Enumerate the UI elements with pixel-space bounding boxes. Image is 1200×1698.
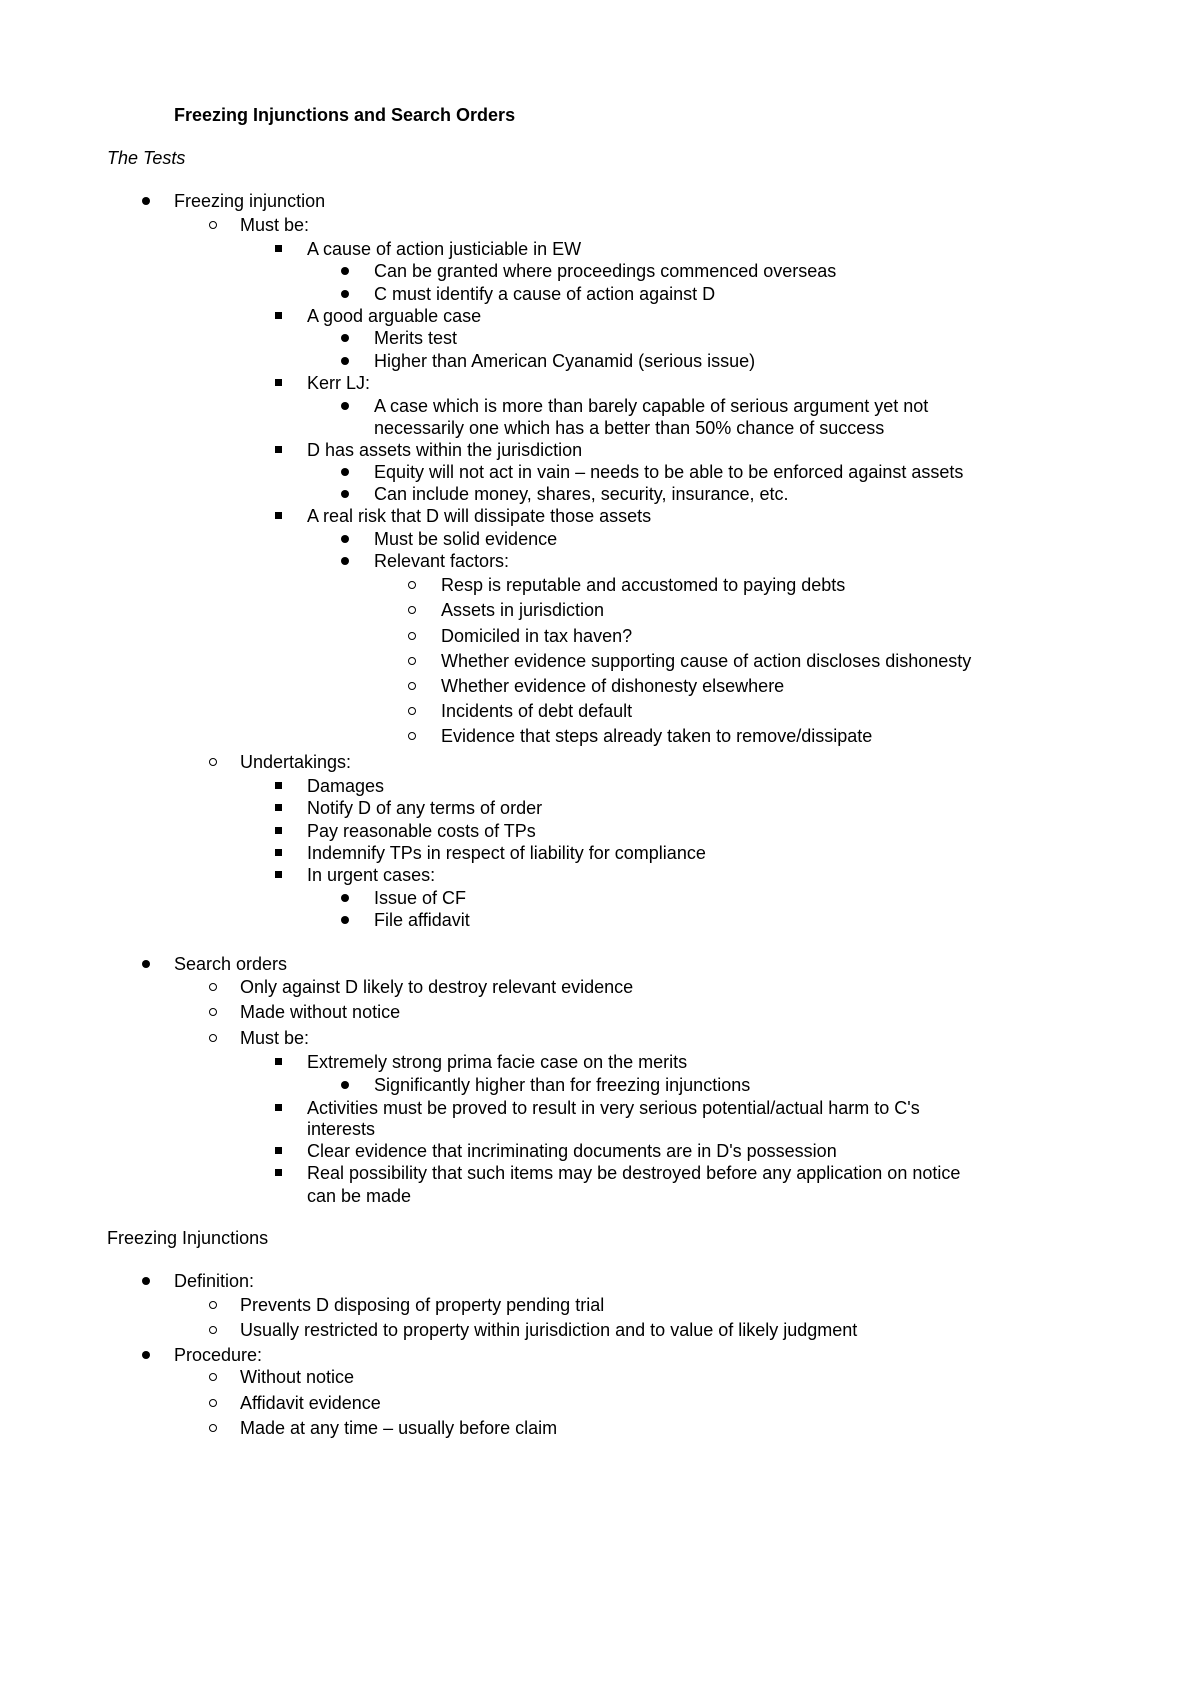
list-item-text: C must identify a cause of action against D (374, 284, 716, 304)
circle-bullet-icon (209, 983, 217, 991)
disc-bullet-icon (341, 535, 349, 543)
circle-bullet-icon (209, 758, 217, 766)
list-item-text: Freezing injunction (174, 191, 326, 211)
disc-bullet-icon (341, 267, 349, 275)
disc-bullet-icon (142, 197, 150, 205)
disc-bullet-icon (341, 357, 349, 365)
circle-bullet-icon (209, 1424, 217, 1432)
list-item-text: Merits test (374, 328, 458, 348)
disc-bullet-icon (341, 402, 349, 410)
circle-bullet-icon (408, 581, 416, 589)
list-item-text: can be made (307, 1186, 412, 1206)
circle-bullet-icon (209, 1373, 217, 1381)
list-item-text: Without notice (240, 1367, 355, 1387)
square-bullet-icon (275, 379, 282, 386)
disc-bullet-icon (341, 1081, 349, 1089)
list-item-text: Definition: (174, 1271, 255, 1291)
list-item-text: Procedure: (174, 1345, 263, 1365)
disc-bullet-icon (341, 894, 349, 902)
square-bullet-icon (275, 827, 282, 834)
list-item-text: Can be granted where proceedings commenced overseas (374, 261, 837, 281)
list-item-text: Relevant factors: (374, 551, 510, 571)
list-item-text: Damages (307, 776, 385, 796)
circle-bullet-icon (209, 1034, 217, 1042)
list-item-text: Prevents D disposing of property pending trial (240, 1295, 605, 1315)
square-bullet-icon (275, 512, 282, 519)
disc-bullet-icon (341, 916, 349, 924)
list-item-text: Affidavit evidence (240, 1393, 381, 1413)
list-item-text: Whether evidence of dishonesty elsewhere (441, 676, 785, 696)
square-bullet-icon (275, 871, 282, 878)
disc-bullet-icon (142, 1351, 150, 1359)
square-bullet-icon (275, 1104, 282, 1111)
list-item-text: Whether evidence supporting cause of action discloses dishonesty (441, 651, 972, 671)
circle-bullet-icon (209, 1326, 217, 1334)
square-bullet-icon (275, 446, 282, 453)
square-bullet-icon (275, 1147, 282, 1154)
list-item-text: Notify D of any terms of order (307, 798, 543, 818)
circle-bullet-icon (408, 657, 416, 665)
list-item-text: Must be: (240, 215, 310, 235)
square-bullet-icon (275, 312, 282, 319)
square-bullet-icon (275, 804, 282, 811)
list-item-text: interests (307, 1119, 376, 1139)
list-item-text: A real risk that D will dissipate those assets (307, 506, 652, 526)
list-item-text: Must be: (240, 1028, 310, 1048)
disc-bullet-icon (142, 1277, 150, 1285)
disc-bullet-icon (341, 334, 349, 342)
section-heading-freezing-injunctions: Freezing Injunctions (107, 1228, 269, 1248)
circle-bullet-icon (209, 1008, 217, 1016)
square-bullet-icon (275, 1058, 282, 1065)
circle-bullet-icon (209, 221, 217, 229)
list-item-text: Kerr LJ: (307, 373, 371, 393)
square-bullet-icon (275, 245, 282, 252)
square-bullet-icon (275, 849, 282, 856)
circle-bullet-icon (408, 632, 416, 640)
disc-bullet-icon (341, 557, 349, 565)
section-heading-the-tests: The Tests (107, 148, 186, 168)
circle-bullet-icon (408, 707, 416, 715)
list-item-text: Made at any time – usually before claim (240, 1418, 558, 1438)
list-item-text: Must be solid evidence (374, 529, 558, 549)
list-item-text: Search orders (174, 954, 288, 974)
list-item-text: Higher than American Cyanamid (serious issue) (374, 351, 756, 371)
circle-bullet-icon (209, 1301, 217, 1309)
disc-bullet-icon (341, 290, 349, 298)
list-item-text: Resp is reputable and accustomed to paying debts (441, 575, 846, 595)
list-item-text: A case which is more than barely capable of serious argument yet not (374, 396, 929, 416)
list-item-text: A good arguable case (307, 306, 482, 326)
circle-bullet-icon (408, 606, 416, 614)
disc-bullet-icon (341, 468, 349, 476)
list-item-text: Indemnify TPs in respect of liability for compliance (307, 843, 706, 863)
list-item-text: Usually restricted to property within jurisdiction and to value of likely judgment (240, 1320, 858, 1340)
list-item-text: File affidavit (374, 910, 470, 930)
square-bullet-icon (275, 782, 282, 789)
square-bullet-icon (275, 1169, 282, 1176)
list-item-text: Assets in jurisdiction (441, 600, 605, 620)
list-item-text: Real possibility that such items may be destroyed before any application on notice (307, 1163, 961, 1183)
list-item-text: Issue of CF (374, 888, 467, 908)
list-item-text: Extremely strong prima facie case on the merits (307, 1052, 688, 1072)
list-item-text: Activities must be proved to result in very serious potential/actual harm to C's (307, 1098, 920, 1118)
list-item-text: Clear evidence that incriminating documents are in D's possession (307, 1141, 837, 1161)
list-item-text: Undertakings: (240, 752, 352, 772)
list-item-text: A cause of action justiciable in EW (307, 239, 582, 259)
circle-bullet-icon (408, 682, 416, 690)
list-item-text: Equity will not act in vain – needs to be able to be enforced against assets (374, 462, 964, 482)
list-item-text: Made without notice (240, 1002, 401, 1022)
circle-bullet-icon (408, 732, 416, 740)
list-item-text: Domiciled in tax haven? (441, 626, 633, 646)
list-item-text: Incidents of debt default (441, 701, 633, 721)
list-item-text: Significantly higher than for freezing injunctions (374, 1075, 751, 1095)
document-title: Freezing Injunctions and Search Orders (174, 105, 516, 125)
list-item-text: D has assets within the jurisdiction (307, 440, 583, 460)
disc-bullet-icon (142, 960, 150, 968)
list-item-text: Can include money, shares, security, insurance, etc. (374, 484, 789, 504)
list-item-text: Evidence that steps already taken to remove/dissipate (441, 726, 873, 746)
circle-bullet-icon (209, 1399, 217, 1407)
list-item-text: Only against D likely to destroy relevant evidence (240, 977, 634, 997)
list-item-text: necessarily one which has a better than 50% chance of success (374, 418, 885, 438)
disc-bullet-icon (341, 490, 349, 498)
list-item-text: Pay reasonable costs of TPs (307, 821, 536, 841)
list-item-text: In urgent cases: (307, 865, 436, 885)
